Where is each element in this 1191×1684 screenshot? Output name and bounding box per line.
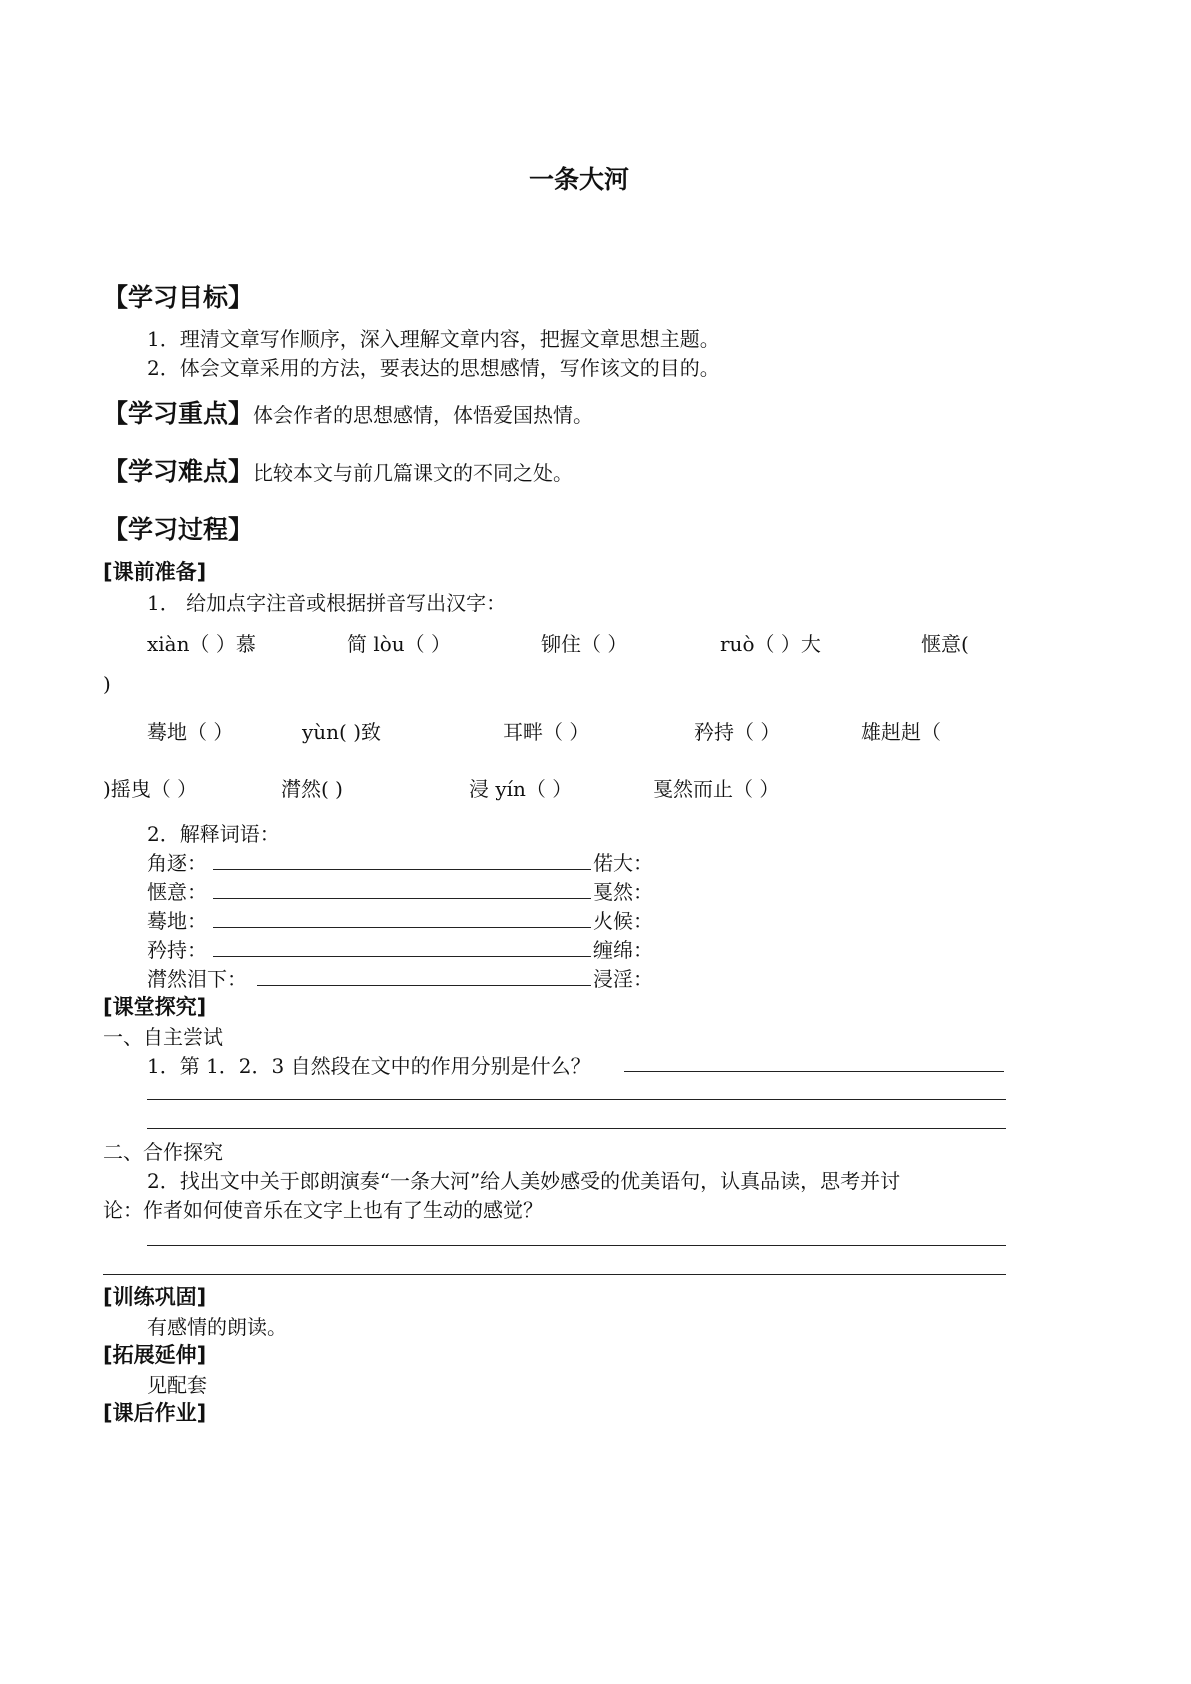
difficulty-text: 比较本文与前几篇课文的不同之处。 <box>253 461 574 485</box>
extension-heading: [拓展延伸] <box>103 1343 207 1367</box>
classroom-part-2: 二、合作探究 <box>103 1140 223 1164</box>
pinyin-item: 简 lòu（ ） <box>347 632 452 656</box>
objectives-heading: 【学习目标】 <box>103 283 254 312</box>
word-label: 戛然： <box>593 880 653 904</box>
prep-heading: [课前准备] <box>103 560 207 584</box>
pinyin-item: 矜持（ ） <box>694 720 781 744</box>
pinyin-item: 浸 yín（ ） <box>469 777 573 801</box>
answer-line[interactable] <box>213 956 591 957</box>
word-label: 潸然泪下： <box>147 967 247 991</box>
pinyin-item: )摇曳（ ） <box>103 777 198 801</box>
word-label: 缠绵： <box>593 938 653 962</box>
practice-heading: [训练巩固] <box>103 1285 207 1309</box>
objective-item: 2．体会文章采用的方法，要表达的思想感情，写作该文的目的。 <box>147 356 720 380</box>
answer-line[interactable] <box>147 1128 1006 1129</box>
answer-line[interactable] <box>257 985 591 986</box>
pinyin-item: 铆住（ ） <box>541 632 628 656</box>
classroom-part-1: 一、自主尝试 <box>103 1025 223 1049</box>
word-label: 火候： <box>593 909 653 933</box>
classroom-heading: [课堂探究] <box>103 995 207 1019</box>
word-label: 蓦地： <box>147 909 207 933</box>
pinyin-item: 潸然( ) <box>281 777 343 801</box>
difficulty-heading: 【学习难点】 <box>103 457 254 486</box>
pinyin-item: 惬意( <box>921 632 969 656</box>
classroom-question-1: 1．第 1．2．3 自然段在文中的作用分别是什么？ <box>147 1054 591 1078</box>
difficulty-section <box>103 452 573 488</box>
answer-line[interactable] <box>213 927 591 928</box>
classroom-question-2-cont: 论：作者如何使音乐在文字上也有了生动的感觉？ <box>103 1198 543 1222</box>
prep-question-2: 2．解释词语： <box>147 822 280 846</box>
pinyin-item: 雄赳赳（ <box>861 720 941 744</box>
focus-text: 体会作者的思想感情，体悟爱国热情。 <box>253 403 594 427</box>
homework-heading: [课后作业] <box>103 1401 207 1425</box>
word-label: 惬意： <box>147 880 207 904</box>
pinyin-item: 蓦地（ ） <box>147 720 234 744</box>
word-label: 矜持： <box>147 938 207 962</box>
word-label: 浸淫： <box>593 967 653 991</box>
answer-line[interactable] <box>213 898 591 899</box>
focus-section <box>103 394 593 430</box>
answer-line[interactable] <box>147 1245 1006 1246</box>
word-label: 角逐： <box>147 851 207 875</box>
objective-item: 1．理清文章写作顺序，深入理解文章内容，把握文章思想主题。 <box>147 327 720 351</box>
page-title: 一条大河 <box>529 165 630 194</box>
prep-question-1: 1． 给加点字注音或根据拼音写出汉字： <box>147 591 507 615</box>
classroom-question-2: 2．找出文中关于郎朗演奏“一条大河”给人美妙感受的优美语句，认真品读，思考并讨 <box>147 1169 901 1193</box>
pinyin-item: 戛然而止（ ） <box>653 777 780 801</box>
answer-line[interactable] <box>624 1071 1004 1072</box>
process-heading: 【学习过程】 <box>103 515 254 544</box>
pinyin-item: xiàn（ ）慕 <box>147 632 256 656</box>
word-label: 偌大： <box>593 851 653 875</box>
extension-text: 见配套 <box>147 1373 207 1397</box>
practice-text: 有感情的朗读。 <box>147 1315 287 1339</box>
answer-line[interactable] <box>103 1274 1006 1275</box>
focus-heading: 【学习重点】 <box>103 399 254 428</box>
pinyin-item: ) <box>103 672 111 696</box>
pinyin-item: ruò（ ）大 <box>720 632 821 656</box>
answer-line[interactable] <box>147 1099 1006 1100</box>
pinyin-item: 耳畔（ ） <box>503 720 590 744</box>
answer-line[interactable] <box>213 869 591 870</box>
pinyin-item: yùn( )致 <box>302 720 382 744</box>
